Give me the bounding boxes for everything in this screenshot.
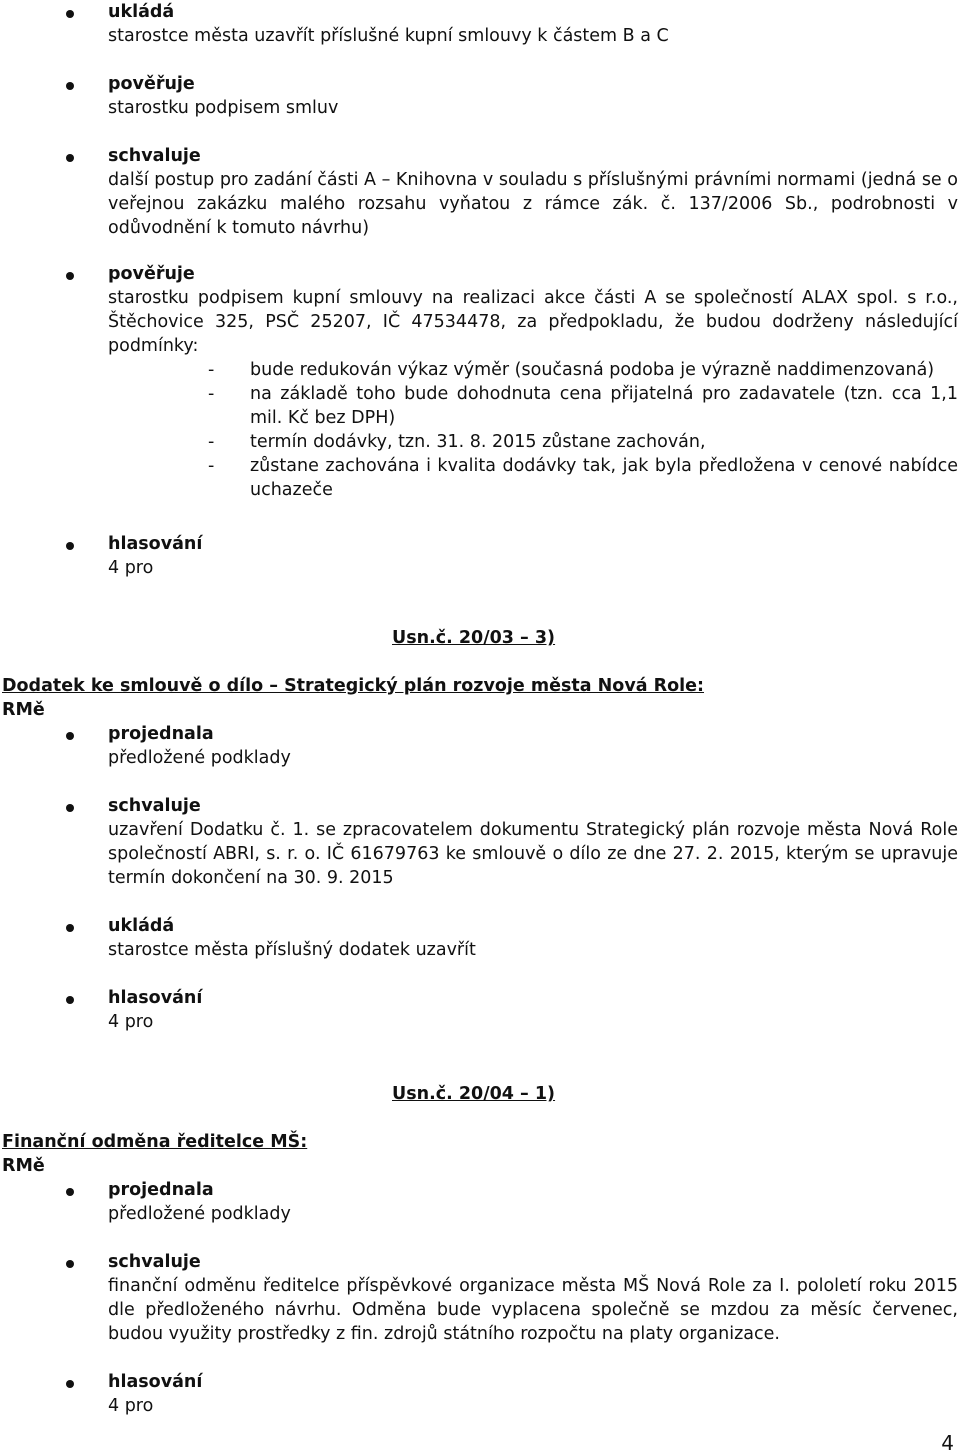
list-item — [108, 722, 958, 770]
item-text: starostku podpisem kupní smlouvy na realizaci akce části A se společností ALAX spol. s r.o., Štěchovice 325, PSČ 25207, IČ 47534478, za předpokladu, že budou dodrženy následující podmínky: — [108, 288, 958, 356]
list-item — [108, 914, 958, 962]
bullet-icon — [66, 154, 74, 162]
item-text: předložené podklady — [108, 748, 291, 768]
section-title: Dodatek ke smlouvě o dílo – Strategický plán rozvoje města Nová Role: — [2, 676, 704, 696]
item-text: 4 pro — [108, 1396, 154, 1416]
bullet-icon — [66, 82, 74, 90]
vote-item — [108, 986, 958, 1034]
resolution-number: Usn.č. 20/03 – 3) — [392, 628, 556, 648]
condition-text: na základě toho bude dohodnuta cena přijatelná pro zadavatele (tzn. cca 1,1 mil. Kč bez DPH) — [250, 384, 958, 428]
council-label: RMě — [2, 1156, 45, 1176]
item-keyword: schvaluje — [108, 796, 201, 816]
list-item — [108, 144, 958, 240]
item-keyword: schvaluje — [108, 146, 201, 166]
council-label: RMě — [2, 700, 45, 720]
item-text: 4 pro — [108, 558, 154, 578]
item-keyword: ukládá — [108, 2, 175, 22]
item-text: uzavření Dodatku č. 1. se zpracovatelem dokumentu Strategický plán rozvoje města Nová Role společností ABRI, s. r. o. IČ 61679763 ke smlouvě o dílo ze dne 27. 2. 2015, kterým se upravuje termín dokončení na 30. 9. 2015 — [108, 820, 958, 888]
item-keyword: projednala — [108, 1180, 214, 1200]
vote-item — [108, 1370, 958, 1418]
item-text: předložené podklady — [108, 1204, 291, 1224]
bullet-icon — [66, 1260, 74, 1268]
condition-item: - zůstane zachována i kvalita dodávky tak, jak byla předložena v cenové nabídce uchazeče — [208, 456, 958, 500]
item-keyword: pověřuje — [108, 264, 195, 284]
list-item — [108, 1250, 958, 1346]
item-keyword: hlasování — [108, 1372, 203, 1392]
list-item — [108, 794, 958, 890]
bullet-icon — [66, 542, 74, 550]
condition-item: - termín dodávky, tzn. 31. 8. 2015 zůstane zachován, — [208, 432, 706, 452]
item-keyword: schvaluje — [108, 1252, 201, 1272]
item-keyword: projednala — [108, 724, 214, 744]
bullet-icon — [66, 804, 74, 812]
item-keyword: hlasování — [108, 534, 203, 554]
bullet-icon — [66, 1380, 74, 1388]
resolution-number: Usn.č. 20/04 – 1) — [392, 1084, 556, 1104]
bullet-icon — [66, 10, 74, 18]
bullet-icon — [66, 1188, 74, 1196]
list-item — [108, 72, 958, 120]
item-keyword: pověřuje — [108, 74, 195, 94]
item-text: další postup pro zadání části A – Knihovna v souladu s příslušnými právními normami (jedná se o veřejnou zakázku malého rozsahu vyňatou z rámce zák. č. 137/2006 Sb., podrobnosti v odůvodnění k tomuto návrhu) — [108, 170, 958, 238]
bullet-icon — [66, 996, 74, 1004]
bullet-icon — [66, 924, 74, 932]
section-title: Finanční odměna ředitelce MŠ: — [2, 1132, 308, 1152]
vote-item — [108, 532, 958, 580]
item-keyword: ukládá — [108, 916, 175, 936]
item-keyword: hlasování — [108, 988, 203, 1008]
bullet-icon — [66, 272, 74, 280]
condition-text: bude redukován výkaz výměr (současná podoba je výrazně naddimenzovaná) — [250, 360, 935, 380]
item-text: starostce města příslušný dodatek uzavřít — [108, 940, 476, 960]
bullet-icon — [66, 732, 74, 740]
item-text: starostce města uzavřít příslušné kupní smlouvy k částem B a C — [108, 26, 669, 46]
page-number: 4 — [941, 1431, 954, 1455]
item-text: starostku podpisem smluv — [108, 98, 339, 118]
list-item — [108, 1178, 958, 1226]
list-item — [108, 0, 958, 48]
condition-item: - bude redukován výkaz výměr (současná podoba je výrazně naddimenzovaná) — [208, 360, 935, 380]
item-text: finanční odměnu ředitelce příspěvkové organizace města MŠ Nová Role za I. pololetí roku 2015 dle předloženého návrhu. Odměna bude vyplacena společně se mzdou za měsíc červenec, budou využity prostředky z fin. zdrojů státního rozpočtu na platy organizace. — [108, 1276, 958, 1344]
condition-item: - na základě toho bude dohodnuta cena přijatelná pro zadavatele (tzn. cca 1,1 mil. Kč bez DPH) — [208, 384, 958, 428]
item-text: 4 pro — [108, 1012, 154, 1032]
list-item — [108, 262, 958, 358]
condition-text: zůstane zachována i kvalita dodávky tak, jak byla předložena v cenové nabídce uchazeče — [250, 456, 958, 500]
conditions-list — [208, 358, 958, 502]
condition-text: termín dodávky, tzn. 31. 8. 2015 zůstane zachován, — [250, 432, 706, 452]
